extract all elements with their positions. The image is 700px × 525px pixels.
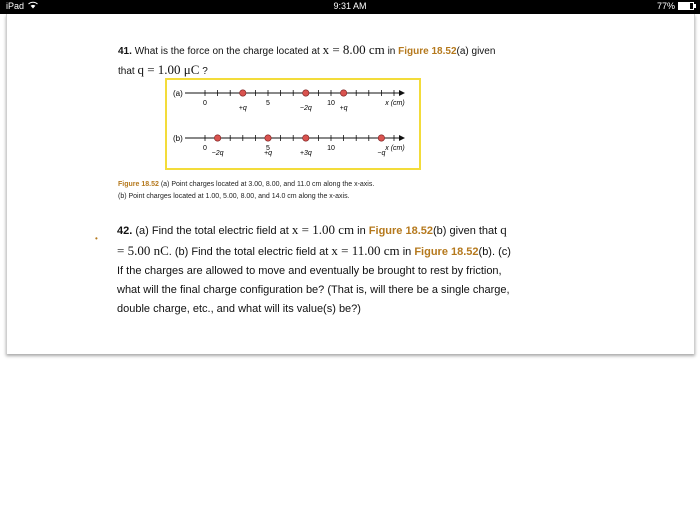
- figure-18-52: [165, 78, 421, 170]
- panel-b-arrow: [399, 135, 405, 141]
- panel_a-charge-label-0: +q: [238, 105, 247, 112]
- figure-caption: [118, 179, 518, 203]
- panel_a-charge-1: [303, 90, 309, 96]
- problem-42-t5: . (b) Find the total electric field at: [168, 246, 329, 258]
- panel-a-tick-10: 10: [327, 100, 335, 107]
- problem-42-t3: (b): [433, 225, 447, 237]
- problem-42-eq2: q = 5.00 nC: [117, 222, 507, 258]
- panel-a-tick-0: 0: [203, 100, 207, 107]
- problem-41-text-b: in: [387, 46, 396, 57]
- panel-a-axis-label: x (cm): [385, 100, 405, 107]
- panel_b-charge-label-3: −q: [377, 150, 386, 157]
- problem-41-equation: x = 8.00 cm: [322, 42, 385, 57]
- problem-41-text-c: (a) given that: [118, 46, 496, 77]
- device-name: iPad: [6, 1, 25, 11]
- problem-42: [117, 220, 517, 319]
- caption-figure-label: Figure 18.52: [118, 181, 159, 188]
- problem-42-number: 42.: [117, 225, 133, 237]
- panel_b-charge-label-0: −2q: [211, 150, 224, 157]
- panel-b-axis-label: x (cm): [385, 145, 405, 152]
- problem-42-t2: in: [357, 225, 366, 237]
- status-bar: [0, 0, 700, 14]
- problem-41-text-d: ?: [202, 66, 208, 77]
- problem-42-figure-link-2[interactable]: Figure 18.52: [414, 246, 479, 258]
- panel-b-tick-5: 5: [266, 145, 270, 152]
- status-time: 9:31 AM: [333, 1, 367, 11]
- problem-41: [118, 41, 498, 81]
- panel-a-arrow: [399, 90, 405, 96]
- problem-42-figure-link-1[interactable]: Figure 18.52: [368, 225, 433, 237]
- battery-fill: [679, 3, 690, 9]
- problem-42-t4: given that: [449, 225, 498, 237]
- problem-42-eq3: x = 11.00 cm: [331, 243, 400, 258]
- problem-42-t6: in: [402, 246, 412, 258]
- problem-42-eq1: x = 1.00 cm: [291, 222, 355, 237]
- problem-42-t1: (a) Find the total electric field at: [135, 225, 289, 237]
- panel_b-charge-1: [265, 135, 271, 141]
- figure-diagram: [167, 80, 419, 168]
- panel_a-charge-0: [240, 90, 246, 96]
- panel_b-charge-label-1: +q: [264, 150, 272, 157]
- panel-a-tick-5: 5: [266, 100, 270, 107]
- panel-b-tick-10: 10: [327, 145, 335, 152]
- problem-41-number: 41.: [118, 46, 132, 57]
- battery-percent: 77%: [656, 1, 675, 11]
- problem-41-equation-2: q = 1.00 μC: [137, 62, 200, 77]
- problem-41-text-a: What is the force on the charge located at: [134, 46, 320, 57]
- panel-a-label: (a): [173, 89, 183, 98]
- margin-bullet-icon: •: [95, 234, 98, 243]
- panel_b-charge-0: [214, 135, 220, 141]
- problem-42-t7: (b). (c) If the charges are allowed to move and eventually be brought to rest by friction, what will the final charge configuration be? (That is, will there be a single charge, double charge, etc., and what will its value(s) be?): [117, 246, 511, 315]
- panel-b-label: (b): [173, 134, 183, 143]
- panel_b-charge-3: [378, 135, 384, 141]
- panel_a-charge-2: [340, 90, 346, 96]
- caption-line-b: (b) Point charges located at 1.00, 5.00, 8.00, and 14.0 cm along the x-axis.: [118, 193, 350, 200]
- panel_b-charge-2: [303, 135, 309, 141]
- panel-b-tick-0: 0: [203, 145, 207, 152]
- panel_b-charge-label-2: +3q: [299, 150, 312, 157]
- problem-41-figure-link[interactable]: Figure 18.52: [398, 46, 457, 57]
- caption-line-a: (a) Point charges located at 3.00, 8.00, and 11.0 cm along the x-axis.: [160, 181, 375, 188]
- document-page[interactable]: [6, 14, 695, 354]
- panel_a-charge-label-1: −2q: [299, 105, 312, 112]
- panel_a-charge-label-2: +q: [339, 105, 348, 112]
- status-right: [657, 1, 694, 11]
- battery-icon: [678, 2, 694, 10]
